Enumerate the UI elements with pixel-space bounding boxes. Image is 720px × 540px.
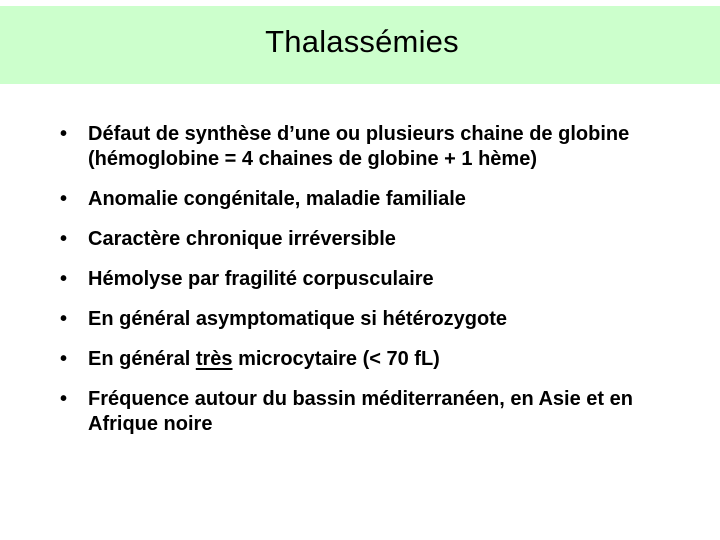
bullet-text bbox=[88, 348, 440, 370]
bullet-icon: • bbox=[60, 268, 68, 290]
title-bar bbox=[0, 6, 720, 84]
bullet-item bbox=[60, 347, 660, 372]
bullet-item bbox=[60, 267, 660, 292]
bullet-text: Anomalie congénitale, maladie familiale bbox=[88, 188, 466, 210]
bullet-text: Défaut de synthèse d’une ou plusieurs chaine de globine (hémoglobine = 4 chaines de globine + 1 hème) bbox=[88, 123, 630, 170]
bullet-icon: • bbox=[60, 123, 68, 145]
bullet-icon: • bbox=[60, 308, 68, 330]
bullet-list bbox=[60, 122, 660, 452]
bullet-text: En général asymptomatique si hétérozygote bbox=[88, 308, 507, 330]
bullet-item bbox=[60, 187, 660, 212]
bullet-text: Caractère chronique irréversible bbox=[88, 228, 396, 250]
slide-title: Thalassémies bbox=[265, 24, 459, 59]
bullet-icon: • bbox=[60, 348, 68, 370]
bullet-icon: • bbox=[60, 228, 68, 250]
bullet-item bbox=[60, 122, 660, 172]
bullet-item bbox=[60, 387, 660, 437]
bullet-text-before: En général bbox=[88, 348, 196, 370]
bullet-text: Fréquence autour du bassin méditerranéen, en Asie et en Afrique noire bbox=[88, 388, 633, 435]
bullet-icon: • bbox=[60, 388, 68, 410]
bullet-text: Hémolyse par fragilité corpusculaire bbox=[88, 268, 434, 290]
bullet-text-after: microcytaire (< 70 fL) bbox=[232, 348, 440, 370]
emphasized-word: très bbox=[195, 348, 233, 370]
bullet-item bbox=[60, 307, 660, 332]
bullet-icon: • bbox=[60, 188, 68, 210]
bullet-item bbox=[60, 227, 660, 252]
